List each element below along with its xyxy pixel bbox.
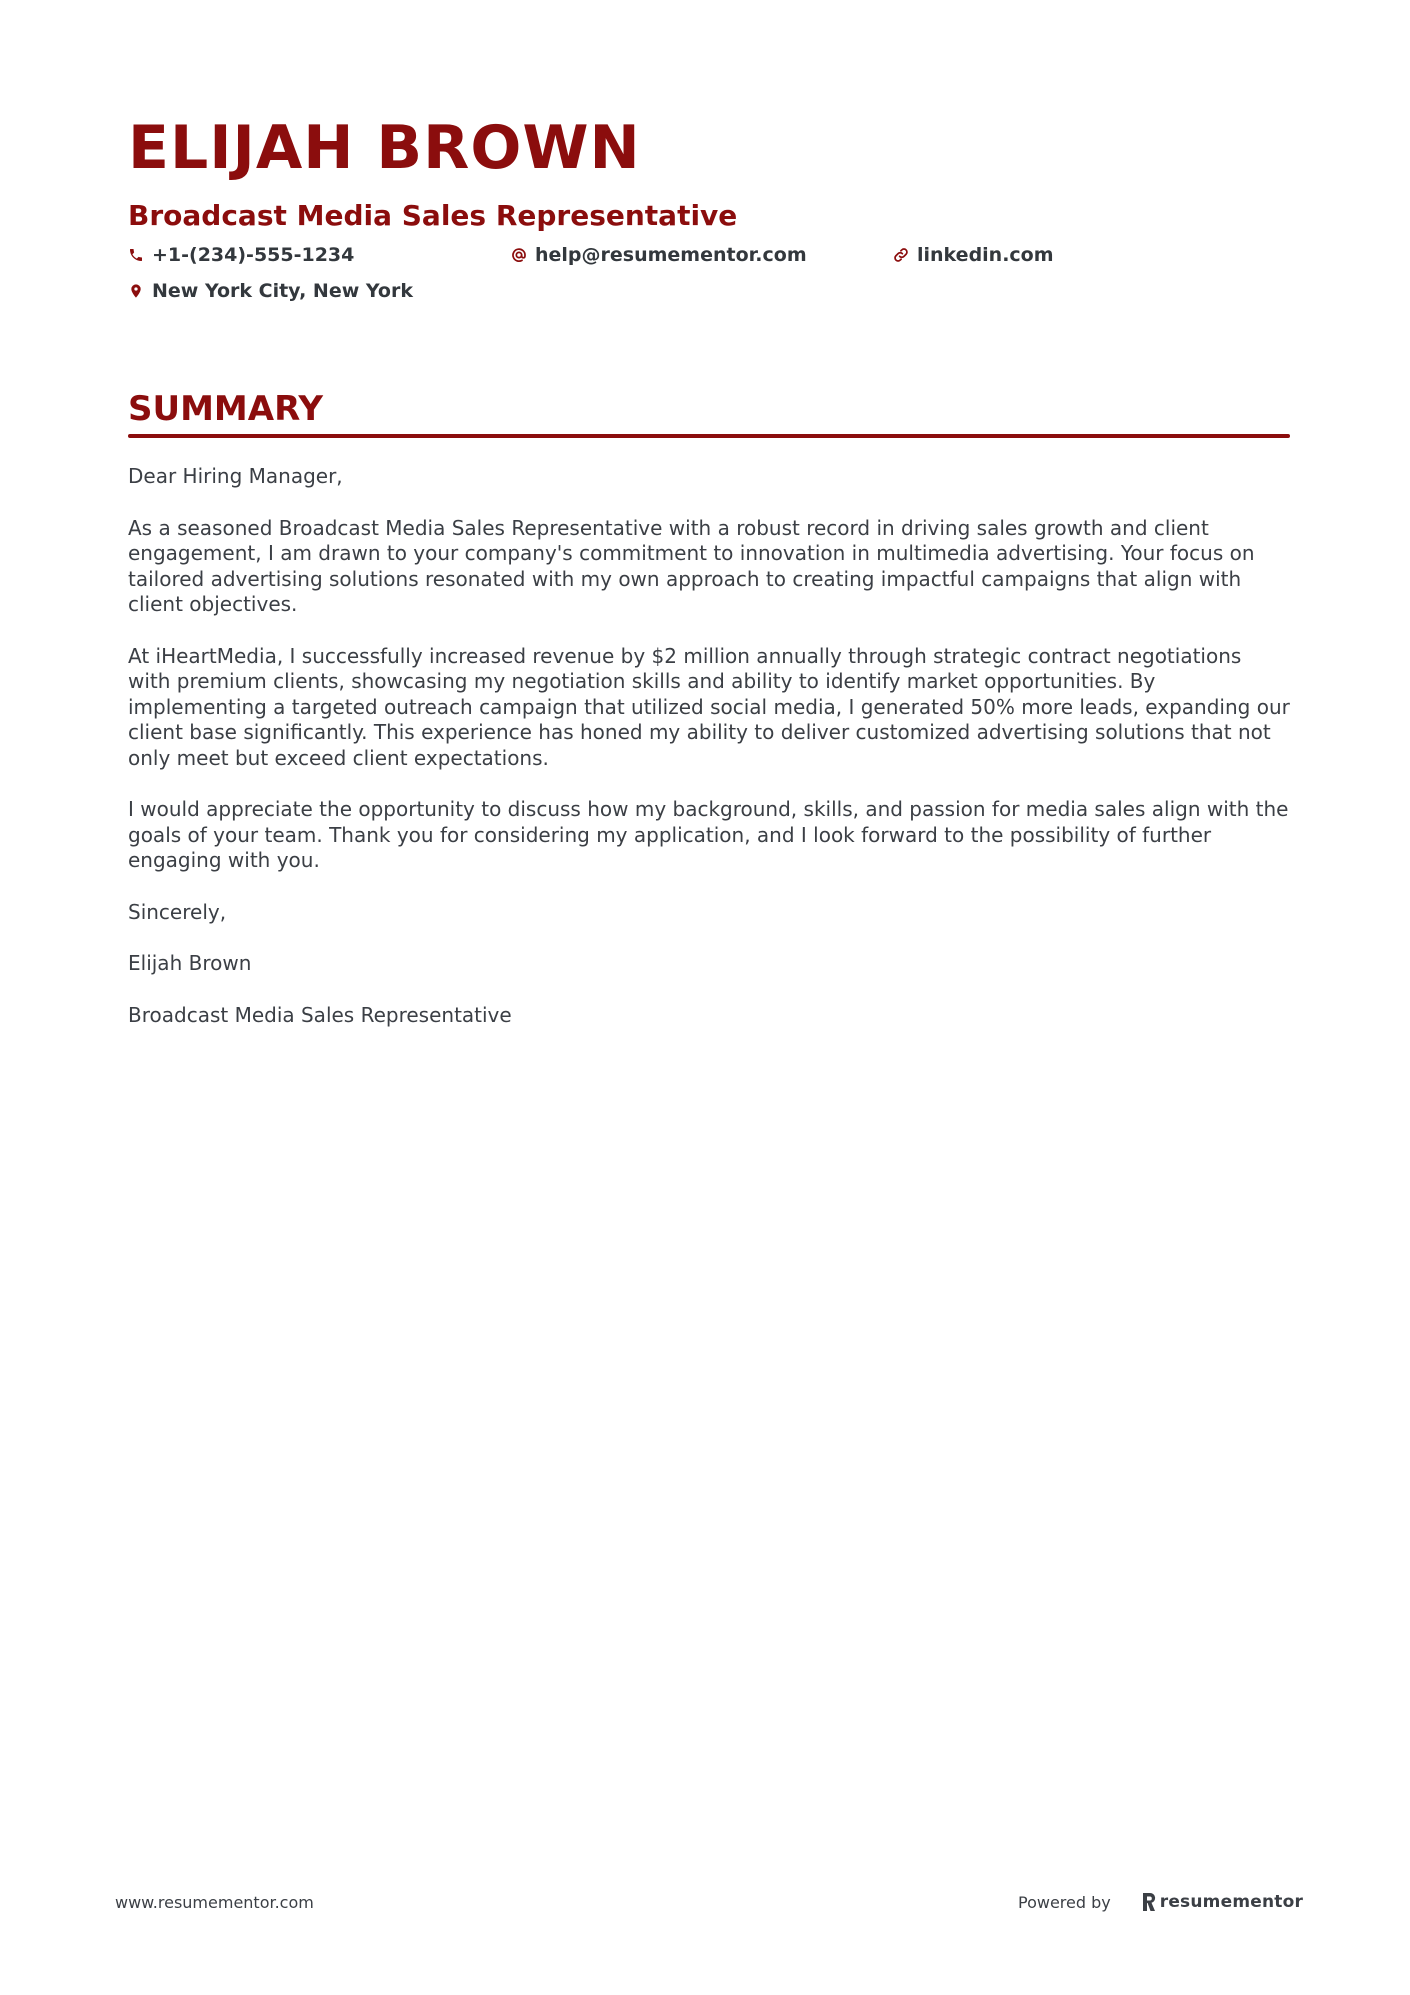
section-divider: [128, 434, 1290, 438]
closing: Sincerely,: [128, 899, 227, 924]
salutation: Dear Hiring Manager,: [128, 464, 343, 488]
location-pin-icon: [128, 283, 144, 299]
contact-email[interactable]: [511, 238, 807, 272]
resumementor-logo-icon: [1141, 1892, 1157, 1912]
job-title: Broadcast Media Sales Representative: [128, 199, 738, 232]
letter-paragraph: At iHeartMedia, I successfully increased revenue by $2 million annually through strategic contract negotiations with premium clients, showcasing my negotiation skills and ability to identify market opportunities. By implementing a targeted outreach campaign that utilized social media, I generated 50% more leads, expanding our client base significantly. This experience has honed my ability to deliver customized advertising solutions that not only meet but exceed client expectations.: [128, 643, 1290, 770]
link-icon: [893, 247, 909, 263]
summary-section: [128, 388, 1290, 1054]
at-icon: [511, 247, 527, 263]
email-text: help@resumementor.com: [535, 244, 807, 266]
link-text: linkedin.com: [917, 244, 1054, 266]
cover-letter-body: [128, 464, 1290, 1028]
letter-paragraph: As a seasoned Broadcast Media Sales Representative with a robust record in driving sales growth and client engagement, I am drawn to your company's commitment to innovation in multimedia advertising. Your focus on tailored advertising solutions resonated with my own approach to creating impactful campaigns that align with client objectives.: [128, 515, 1255, 616]
brand-logo[interactable]: [1141, 1892, 1303, 1912]
phone-text: +1-(234)-555-1234: [152, 244, 355, 266]
location-text: New York City, New York: [152, 280, 413, 302]
contact-link[interactable]: [893, 238, 1054, 272]
brand-name: resumementor: [1159, 1892, 1304, 1912]
candidate-name: ELIJAH BROWN: [128, 113, 641, 183]
letter-paragraph: I would appreciate the opportunity to discuss how my background, skills, and passion for media sales align with the goals of your team. Thank you for considering my application, and I look forward to the possibility of further engaging with you.: [128, 797, 1289, 872]
signature-title: Broadcast Media Sales Representative: [128, 1002, 512, 1027]
contact-location: [128, 274, 413, 308]
footer-website[interactable]: www.resumementor.com: [115, 1893, 314, 1912]
powered-by-text: Powered by: [1018, 1892, 1111, 1912]
contact-phone: [128, 238, 354, 272]
footer-branding: [1018, 1888, 1303, 1916]
phone-icon: [128, 247, 144, 263]
contact-info: [128, 238, 1288, 308]
signature-name: Elijah Brown: [128, 951, 252, 975]
section-title: SUMMARY: [128, 389, 324, 429]
resume-header: [128, 110, 1288, 234]
